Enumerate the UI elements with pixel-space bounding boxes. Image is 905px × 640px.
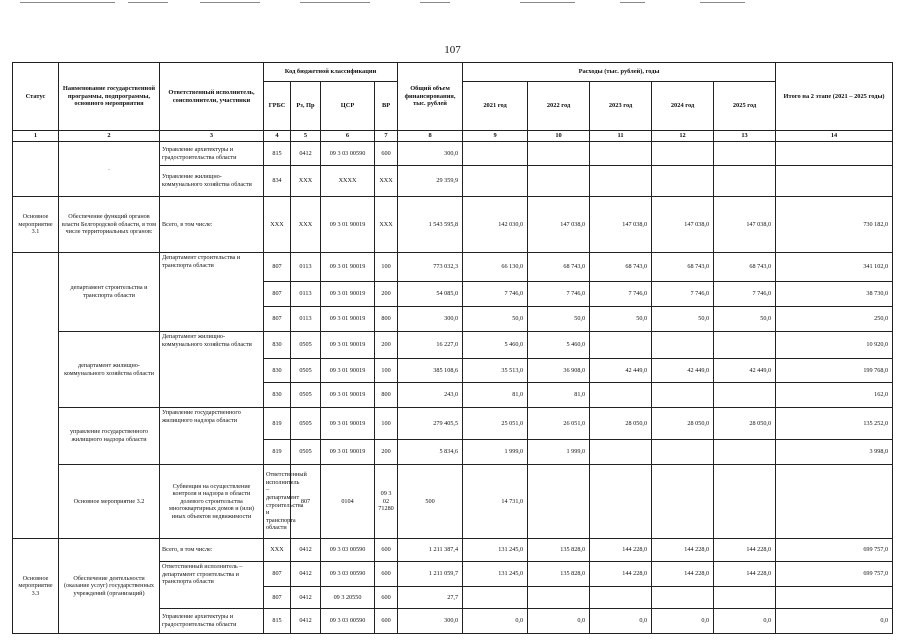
year-2023-cell: [652, 465, 714, 539]
responsible-cell: Ответственный исполнитель – департамент строительства и транспорта области: [264, 465, 291, 539]
vr-cell: 600: [375, 609, 398, 634]
total-cell: 300,0: [398, 609, 463, 634]
total-cell: 279 405,5: [398, 408, 463, 440]
stage-total-cell: 699 757,0: [776, 539, 893, 562]
program-name-cell: Субвенция на осуществление контроля и надзора в области долевого строительства многоквартирных домов и (или) иных объектов недвижимости: [160, 465, 264, 539]
csr-cell: 09 3 02 71280: [375, 465, 398, 539]
year-2021-cell: [528, 465, 590, 539]
status-cell: Основное мероприятие 3.3: [13, 539, 59, 634]
year-2024-cell: 42 449,0: [652, 359, 714, 383]
total-cell: 1 211 059,7: [398, 562, 463, 587]
year-2021-cell: [463, 166, 528, 197]
header-csr: ЦСР: [321, 82, 375, 131]
grbs-cell: ХХХ: [264, 197, 291, 253]
grbs-cell: 807: [264, 307, 291, 332]
year-2021-cell: 66 130,0: [463, 253, 528, 282]
total-cell: 385 108,6: [398, 359, 463, 383]
grbs-cell: 834: [264, 166, 291, 197]
table-row: [13, 539, 893, 562]
year-2022-cell: [590, 465, 652, 539]
rzpr-cell: 0113: [291, 307, 321, 332]
csr-cell: 09 3 01 90019: [321, 197, 375, 253]
rzpr-cell: ХХХ: [291, 166, 321, 197]
year-2022-cell: 147 038,0: [528, 197, 590, 253]
year-2022-cell: [528, 142, 590, 166]
year-2025-cell: 28 050,0: [714, 408, 776, 440]
year-2021-cell: 131 245,0: [463, 539, 528, 562]
year-2022-cell: 50,0: [528, 307, 590, 332]
stage-total-cell: 699 757,0: [776, 562, 893, 587]
grbs-cell: 830: [264, 332, 291, 359]
csr-cell: 09 3 01 90019: [321, 332, 375, 359]
stage-total-cell: 162,0: [776, 383, 893, 408]
stage-total-cell: 0,0: [776, 609, 893, 634]
stage-total-cell: 250,0: [776, 307, 893, 332]
total-cell: 29 359,9: [398, 166, 463, 197]
program-name-cell: Обеспечение деятельности (оказание услуг) государственных учреждений (организаций): [59, 539, 160, 634]
year-2022-cell: 36 908,0: [528, 359, 590, 383]
column-number: 7: [375, 131, 398, 142]
vr-cell: 600: [375, 587, 398, 609]
grbs-cell: 815: [264, 142, 291, 166]
program-name-cell: управление государственного жилищного надзора области: [59, 408, 160, 465]
stage-total-cell: [776, 166, 893, 197]
vr-cell: 100: [375, 359, 398, 383]
grbs-cell: 807: [264, 587, 291, 609]
csr-cell: 09 3 03 00590: [321, 609, 375, 634]
csr-cell: 09 3 03 00590: [321, 142, 375, 166]
column-number: 8: [398, 131, 463, 142]
vr-cell: 100: [375, 408, 398, 440]
year-2025-cell: [714, 332, 776, 359]
header-status: Статус: [13, 63, 59, 131]
column-number: 10: [528, 131, 590, 142]
year-2025-cell: 144 228,0: [714, 539, 776, 562]
year-2025-cell: 144 228,0: [714, 562, 776, 587]
program-name-cell: .: [59, 142, 160, 197]
csr-cell: 09 3 03 00590: [321, 539, 375, 562]
year-2022-cell: [528, 587, 590, 609]
year-2024-cell: [652, 383, 714, 408]
year-2021-cell: 142 030,0: [463, 197, 528, 253]
vr-cell: 800: [375, 307, 398, 332]
year-2025-cell: [714, 142, 776, 166]
year-2023-cell: 144 228,0: [590, 562, 652, 587]
year-2021-cell: 81,0: [463, 383, 528, 408]
grbs-cell: 807: [264, 562, 291, 587]
column-number: 3: [160, 131, 264, 142]
rzpr-cell: ХХХ: [291, 197, 321, 253]
year-2023-cell: [590, 332, 652, 359]
table-row: [13, 332, 893, 359]
total-cell: 1 211 387,4: [398, 539, 463, 562]
year-2022-cell: 7 746,0: [528, 282, 590, 307]
vr-cell: 600: [375, 562, 398, 587]
grbs-cell: 830: [264, 359, 291, 383]
year-2024-cell: [652, 332, 714, 359]
year-2023-cell: 147 038,0: [590, 197, 652, 253]
vr-cell: ХХХ: [375, 166, 398, 197]
grbs-cell: ХХХ: [264, 539, 291, 562]
column-number: 9: [463, 131, 528, 142]
responsible-cell: Департамент строительства и транспорта области: [160, 253, 264, 332]
vr-cell: 800: [375, 383, 398, 408]
program-name-cell: Обеспечение функций органов власти Белгородской области, в том числе территориальных органов:: [59, 197, 160, 253]
table-row: [13, 253, 893, 282]
vr-cell: 200: [375, 332, 398, 359]
year-2023-cell: [590, 166, 652, 197]
total-cell: 773 032,3: [398, 253, 463, 282]
program-name-cell: департамент строительства и транспорта области: [59, 253, 160, 332]
year-2021-cell: 0,0: [463, 609, 528, 634]
rzpr-cell: 0505: [291, 383, 321, 408]
year-2024-cell: [652, 166, 714, 197]
grbs-cell: 819: [264, 440, 291, 465]
year-2024-cell: 0,0: [652, 609, 714, 634]
year-2025-cell: [714, 587, 776, 609]
header-year-2021: 2021 год: [463, 82, 528, 131]
year-2025-cell: 147 038,0: [714, 197, 776, 253]
year-2022-cell: 0,0: [528, 609, 590, 634]
rzpr-cell: 0505: [291, 332, 321, 359]
scan-artifact-line: [0, 0, 905, 8]
stage-total-cell: [776, 587, 893, 609]
table-row: [13, 465, 893, 539]
grbs-cell: 830: [264, 383, 291, 408]
status-cell: Основное мероприятие 3.2: [59, 465, 160, 539]
csr-cell: 09 3 01 90019: [321, 440, 375, 465]
rzpr-cell: 0113: [291, 282, 321, 307]
column-number: 14: [776, 131, 893, 142]
year-2023-cell: 0,0: [590, 609, 652, 634]
grbs-cell: 819: [264, 408, 291, 440]
stage-total-cell: 135 252,0: [776, 408, 893, 440]
header-stage-total: Итого на 2 этапе (2021 – 2025 годы): [776, 63, 893, 131]
column-number: 13: [714, 131, 776, 142]
column-number: 5: [291, 131, 321, 142]
rzpr-cell: 0505: [291, 440, 321, 465]
grbs-cell: 815: [264, 609, 291, 634]
table-row: [13, 142, 893, 166]
column-number: 1: [13, 131, 59, 142]
total-cell: 243,0: [398, 383, 463, 408]
year-2021-cell: 25 051,0: [463, 408, 528, 440]
table-row: [13, 197, 893, 253]
responsible-cell: Ответственный исполнитель – департамент строительства и транспорта области: [160, 562, 264, 609]
csr-cell: 09 3 01 90019: [321, 359, 375, 383]
stage-total-cell: 10 920,0: [776, 332, 893, 359]
year-2023-cell: [590, 142, 652, 166]
column-number: 6: [321, 131, 375, 142]
rzpr-cell: 0412: [291, 587, 321, 609]
csr-cell: 09 3 20550: [321, 587, 375, 609]
rzpr-cell: 0412: [291, 609, 321, 634]
year-2024-cell: 144 228,0: [652, 539, 714, 562]
grbs-cell: 807: [291, 465, 321, 539]
header-year-2025: 2025 год: [714, 82, 776, 131]
responsible-cell: Управление архитектуры и градостроительства области: [160, 609, 264, 634]
rzpr-cell: 0113: [291, 253, 321, 282]
responsible-cell: Всего, в том числе:: [160, 539, 264, 562]
year-2025-cell: [714, 166, 776, 197]
year-2023-cell: 50,0: [590, 307, 652, 332]
stage-total-cell: 730 182,0: [776, 197, 893, 253]
year-2023-cell: [590, 383, 652, 408]
header-total: Общий объем финансирования, тыс. рублей: [398, 63, 463, 131]
program-name-cell: департамент жилищно-коммунального хозяйства области: [59, 332, 160, 408]
year-2025-cell: 50,0: [714, 307, 776, 332]
year-2022-cell: 68 743,0: [528, 253, 590, 282]
status-cell: Основное мероприятие 3.1: [13, 197, 59, 253]
vr-cell: 200: [375, 282, 398, 307]
responsible-cell: Управление архитектуры и градостроительства области: [160, 142, 264, 166]
responsible-cell: Всего, в том числе:: [160, 197, 264, 253]
column-number: 4: [264, 131, 291, 142]
year-2024-cell: 144 228,0: [652, 562, 714, 587]
csr-cell: 09 3 01 90019: [321, 307, 375, 332]
csr-cell: 09 3 01 90019: [321, 282, 375, 307]
year-2025-cell: 0,0: [714, 609, 776, 634]
rzpr-cell: 0505: [291, 408, 321, 440]
year-2024-cell: [714, 465, 776, 539]
total-cell: 1 543 595,8: [398, 197, 463, 253]
csr-cell: 09 3 03 00590: [321, 562, 375, 587]
header-expenses: Расходы (тыс. рублей), годы: [463, 63, 776, 82]
column-number: 2: [59, 131, 160, 142]
vr-cell: ХХХ: [375, 197, 398, 253]
total-cell: 14 731,0: [463, 465, 528, 539]
year-2025-cell: [714, 383, 776, 408]
vr-cell: 500: [398, 465, 463, 539]
grbs-cell: 807: [264, 282, 291, 307]
responsible-cell: Управление жилищно-коммунального хозяйства области: [160, 166, 264, 197]
year-2021-cell: [463, 587, 528, 609]
budget-table: [12, 62, 893, 634]
header-name: Наименование государственной программы, подпрограммы, основного мероприятия: [59, 63, 160, 131]
year-2022-cell: [528, 166, 590, 197]
responsible-cell: Управление государственного жилищного надзора области: [160, 408, 264, 465]
csr-cell: 09 3 01 90019: [321, 408, 375, 440]
total-cell: 54 085,0: [398, 282, 463, 307]
vr-cell: 600: [375, 142, 398, 166]
responsible-cell: Департамент жилищно-коммунального хозяйства области: [160, 332, 264, 408]
year-2024-cell: 28 050,0: [652, 408, 714, 440]
header-responsible: Ответственный исполнитель, соисполнители, участники: [160, 63, 264, 131]
stage-total-cell: 199 768,0: [776, 359, 893, 383]
vr-cell: 600: [375, 539, 398, 562]
year-2021-cell: 131 245,0: [463, 562, 528, 587]
year-2021-cell: 50,0: [463, 307, 528, 332]
year-2022-cell: 81,0: [528, 383, 590, 408]
stage-total-cell: 3 998,0: [776, 440, 893, 465]
vr-cell: 100: [375, 253, 398, 282]
year-2025-cell: [776, 465, 893, 539]
year-2025-cell: [714, 440, 776, 465]
total-cell: 27,7: [398, 587, 463, 609]
year-2022-cell: 5 460,0: [528, 332, 590, 359]
year-2024-cell: [652, 440, 714, 465]
year-2023-cell: 7 746,0: [590, 282, 652, 307]
year-2021-cell: 5 460,0: [463, 332, 528, 359]
year-2024-cell: 7 746,0: [652, 282, 714, 307]
total-cell: 5 834,6: [398, 440, 463, 465]
total-cell: 16 227,0: [398, 332, 463, 359]
year-2021-cell: 1 999,0: [463, 440, 528, 465]
csr-cell: 09 3 01 90019: [321, 383, 375, 408]
year-2023-cell: 144 228,0: [590, 539, 652, 562]
csr-cell: 09 3 01 90019: [321, 253, 375, 282]
grbs-cell: 807: [264, 253, 291, 282]
year-2022-cell: 26 051,0: [528, 408, 590, 440]
year-2021-cell: 7 746,0: [463, 282, 528, 307]
status-cell: [13, 253, 59, 539]
csr-cell: ХХХХ: [321, 166, 375, 197]
column-number: 12: [652, 131, 714, 142]
total-cell: 300,0: [398, 142, 463, 166]
column-number: 11: [590, 131, 652, 142]
year-2021-cell: [463, 142, 528, 166]
header-budget-code: Код бюджетной классификации: [264, 63, 398, 82]
total-cell: 300,0: [398, 307, 463, 332]
year-2023-cell: [590, 587, 652, 609]
year-2022-cell: 135 828,0: [528, 539, 590, 562]
rzpr-cell: 0104: [321, 465, 375, 539]
header-vr: ВР: [375, 82, 398, 131]
page-number: 107: [444, 44, 461, 56]
header-year-2024: 2024 год: [652, 82, 714, 131]
header-grbs: ГРБС: [264, 82, 291, 131]
rzpr-cell: 0412: [291, 539, 321, 562]
stage-total-cell: [776, 142, 893, 166]
year-2022-cell: 135 828,0: [528, 562, 590, 587]
header-year-2023: 2023 год: [590, 82, 652, 131]
year-2025-cell: 68 743,0: [714, 253, 776, 282]
year-2025-cell: 42 449,0: [714, 359, 776, 383]
year-2022-cell: 1 999,0: [528, 440, 590, 465]
year-2024-cell: 68 743,0: [652, 253, 714, 282]
year-2023-cell: 28 050,0: [590, 408, 652, 440]
table-row: [13, 408, 893, 440]
rzpr-cell: 0505: [291, 359, 321, 383]
year-2024-cell: [652, 142, 714, 166]
rzpr-cell: 0412: [291, 562, 321, 587]
status-cell: [13, 142, 59, 197]
year-2024-cell: 147 038,0: [652, 197, 714, 253]
year-2021-cell: 35 513,0: [463, 359, 528, 383]
year-2023-cell: [590, 440, 652, 465]
header-year-2022: 2022 год: [528, 82, 590, 131]
year-2024-cell: 50,0: [652, 307, 714, 332]
rzpr-cell: 0412: [291, 142, 321, 166]
vr-cell: 200: [375, 440, 398, 465]
year-2023-cell: 68 743,0: [590, 253, 652, 282]
year-2025-cell: 7 746,0: [714, 282, 776, 307]
stage-total-cell: 38 730,0: [776, 282, 893, 307]
year-2023-cell: 42 449,0: [590, 359, 652, 383]
stage-total-cell: 341 102,0: [776, 253, 893, 282]
header-rzpr: Рз, Пр: [291, 82, 321, 131]
year-2024-cell: [652, 587, 714, 609]
